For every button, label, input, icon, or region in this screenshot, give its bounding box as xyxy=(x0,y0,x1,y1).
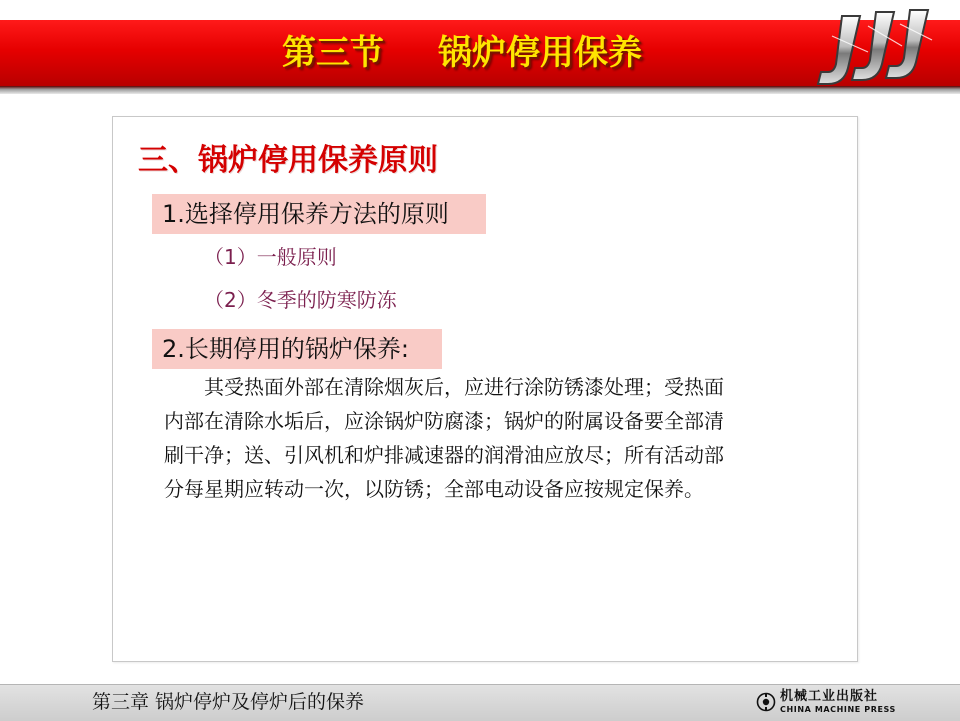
publisher-emblem-icon xyxy=(756,692,776,712)
slide-title xyxy=(282,30,642,76)
item1-sub-2: （2）冬季的防寒防冻 xyxy=(204,288,397,312)
jjj-logo-icon xyxy=(812,6,942,92)
publisher-name-cn: 机械工业出版社 xyxy=(780,689,879,704)
item1-heading: 1.选择停用保养方法的原则 xyxy=(152,194,486,234)
paragraph-line-4: 分每星期应转动一次，以防锈；全部电动设备应按规定保养。 xyxy=(164,477,704,501)
paragraph-line-3: 刷干净；送、引风机和炉排减速器的润滑油应放尽；所有活动部 xyxy=(164,443,724,467)
section-title: 锅炉停用保养 xyxy=(438,33,642,73)
section-number: 第三节 xyxy=(282,33,384,73)
publisher-name-en: CHINA MACHINE PRESS xyxy=(780,705,896,714)
paragraph-line-2: 内部在清除水垢后，应涂锅炉防腐漆；锅炉的附属设备要全部清 xyxy=(164,409,724,433)
item2-heading: 2.长期停用的锅炉保养: xyxy=(152,329,442,369)
publisher-logo xyxy=(756,690,946,716)
item1-sub-1: （1）一般原则 xyxy=(204,245,337,269)
footer-chapter-title: 第三章 锅炉停炉及停炉后的保养 xyxy=(92,691,365,713)
section-heading: 三、锅炉停用保养原则 xyxy=(138,143,438,178)
paragraph-line-1: 其受热面外部在清除烟灰后，应进行涂防锈漆处理；受热面 xyxy=(164,375,724,399)
